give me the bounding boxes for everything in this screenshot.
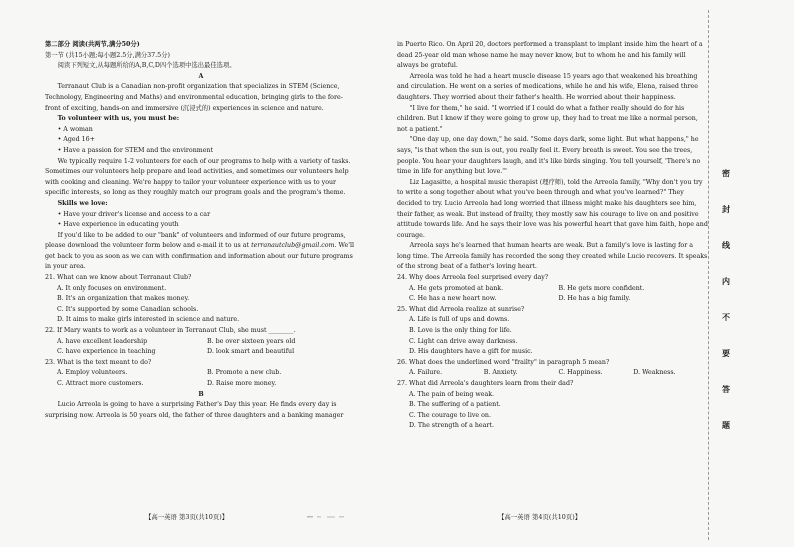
question-27: 27. What did Arreola's daughters learn from their dad? xyxy=(397,380,574,387)
option: B. It's an organization that makes money. xyxy=(57,295,190,303)
option: A. The pain of being weak. xyxy=(409,390,495,398)
passage-b-paragraph-4: "One day up, one day down," he said. "Some days dark, some light. But what happens," he says, "is that when the sun is out, you really feel it. Every breath is sweet. You see the trees, people. You hear your daughters laugh, and it's like birds singing. You tell yourself, 'There's no time in life for anything but love.'" xyxy=(397,136,701,176)
option: C. It's supported by some Canadian schools. xyxy=(57,305,199,313)
skill-item: • Have experience in educating youth xyxy=(57,221,179,229)
question-25: 25. What did Arreola realize at sunrise? xyxy=(397,305,525,313)
passage-b-paragraph-1-continued: in Puerto Rico. On April 20, doctors performed a transplant to implant inside him the heart of a dead 25-year old man whose name he may never know, but to whom he and his family will always be grateful. xyxy=(397,41,703,70)
passage-b-paragraph-2: Arreola was told he had a heart muscle disease 15 years ago that weakened his breathing and circulation. He went on a series of medications, while he and his wife, Elena, raised three daughters. They worried about their father's health. He worried about their happiness. xyxy=(397,72,698,101)
passage-a-paragraph-2: We typically require 1-2 volunteers for each of our programs to help with a variety of tasks. Sometimes our volunteers help prepare and lead activities, and sometimes our volunteers help with cooking and cleaning. We're happy to tailor your volunteer experience with us to your specific interests, so long as they roughly match our program goals and the program's theme. xyxy=(45,157,351,197)
option: D. Weakness. xyxy=(633,369,676,377)
seal-char: 要 xyxy=(722,348,730,358)
seal-char: 密 xyxy=(722,168,730,178)
option: B. Anxiety. xyxy=(483,369,518,377)
option: C. Attract more customers. xyxy=(57,380,144,387)
passage-b-paragraph-1: Lucio Arreola is going to have a surprising Father's Day this year. He finds every day is surprising now. Arreola is 50 years old, the father of three daughters and a banking manager xyxy=(45,401,344,419)
seal-line-divider xyxy=(708,10,709,540)
question-21: 21. What can we know about Terranaut Club? xyxy=(45,274,192,282)
option: A. He gets promoted at bank. xyxy=(409,284,504,292)
page-footer-left: 【高一英语 第3页(共10页)】 xyxy=(145,513,229,521)
option: B. He gets more confident. xyxy=(558,284,645,292)
seal-char: 线 xyxy=(722,240,730,250)
question-26: 26. What does the underlined word "frailty" in paragraph 5 mean? xyxy=(397,358,610,366)
option-row xyxy=(45,379,357,390)
option: C. have experience in teaching xyxy=(57,348,156,356)
part-header: 第二部分 阅读(共两节,满分50分) xyxy=(45,41,140,48)
passage-a-label: A xyxy=(198,72,204,80)
option-row xyxy=(397,368,708,379)
option-row xyxy=(45,368,357,379)
option: D. It aims to make girls interested in science and nature. xyxy=(57,316,240,324)
requirement-item: • Have a passion for STEM and the environment xyxy=(57,146,214,154)
passage-a-paragraph-3 xyxy=(45,231,357,273)
skill-item: • Have your driver's license and access to a car xyxy=(57,210,211,218)
option: A. Employ volunteers. xyxy=(57,369,128,377)
email-address: terranautclub@gmail.com xyxy=(251,242,335,250)
option: A. Failure. xyxy=(409,369,443,377)
option: D. look smart and beautiful xyxy=(207,348,295,356)
option: C. Happiness. xyxy=(558,369,603,377)
seal-char: 题 xyxy=(722,420,730,430)
instruction: 阅读下列短文,从每题所给的A,B,C,D四个选项中选出最佳选项。 xyxy=(57,62,236,70)
question-23: 23. What is the text meant to do? xyxy=(45,358,152,366)
option: D. The strength of a heart. xyxy=(409,422,494,430)
page-footer-right: 【高一英语 第4页(共10页)】 xyxy=(498,513,582,521)
paragraph-text: . We'll get back to you as soon as we can with confirmation and information about our future programs in your area. xyxy=(45,242,354,271)
passage-a-paragraph-1: Terranaut Club is a Canadian non-profit organization that specializes in STEM (Science, Technology, Engineering and Maths) and environmental education, bringing girls to the fore-front of exciting, hands-on and immersive (沉浸式的) experiences in science and nature. xyxy=(45,83,343,112)
option: D. Raise more money. xyxy=(207,380,277,387)
left-column xyxy=(45,40,357,421)
seal-char: 答 xyxy=(722,384,730,394)
question-24: 24. Why does Arreola feel surprised every day? xyxy=(397,274,549,282)
option: A. have excellent leadership xyxy=(57,337,148,345)
seal-char: 不 xyxy=(722,312,730,322)
passage-b-paragraph-5: Liz Lagasitte, a hospital music therapist (理疗师), told the Arreola family, "Why don't you try to write a song together about what you've been through and what you've learned?" They decided to try. Lucio Arreola had long worried that illness might make his daughters see him, their father, as weak. But instead of frailty, they mostly saw his courage to live on and positive attitude towards life. And he says their love was his powerful heart that gave him faith, hope and courage. xyxy=(397,178,708,239)
right-column xyxy=(397,40,708,432)
option: B. Love is the only thing for life. xyxy=(409,327,512,335)
section-header: 第一节 (共15小题;每小题2.5分,满分37.5分) xyxy=(45,51,170,59)
requirement-item: • A woman xyxy=(57,125,93,133)
option: A. It only focuses on environment. xyxy=(57,284,167,292)
passage-b-paragraph-6: Arreola says he's learned that human hearts are weak. But a family's love is lasting for a long time. The Arreola family has recorded the song they created while Lucio recovers. It speaks of the strong beat of a father's loving heart. xyxy=(397,242,708,271)
option: A. Life is full of ups and downs. xyxy=(409,316,510,324)
option: B. Promote a new club. xyxy=(207,369,282,377)
option: C. The courage to live on. xyxy=(409,411,491,419)
question-22: 22. If Mary wants to work as a volunteer in Terranaut Club, she must ________. xyxy=(45,327,296,335)
seal-char: 内 xyxy=(722,276,730,286)
option-row xyxy=(45,347,357,358)
option-row xyxy=(45,337,357,348)
option: D. He has a big family. xyxy=(558,295,631,303)
paragraph-text: If you'd like to be added to our "bank" of volunteers and informed of our future programs, please download the volunteer form below and e-mail it to us at xyxy=(45,231,346,250)
passage-a-requirements-heading: To volunteer with us, you must be: xyxy=(57,115,180,123)
option: B. The suffering of a patient. xyxy=(409,401,501,409)
passage-b-paragraph-3: "I live for them," he said. "I worried if I could do what a father really should do for his children. But I knew if they were going to grow up, they had to treat me like a normal person, not a patient." xyxy=(397,104,698,133)
option: D. His daughters have a gift for music. xyxy=(409,348,533,356)
seal-char: 封 xyxy=(722,204,730,214)
option-row xyxy=(397,284,708,295)
option: C. He has a new heart now. xyxy=(409,295,497,303)
option: B. be over sixteen years old xyxy=(207,337,296,345)
option: C. Light can drive away darkness. xyxy=(409,337,518,345)
scan-smudge xyxy=(305,514,355,520)
requirement-item: • Aged 16+ xyxy=(57,136,95,144)
passage-b-label: B xyxy=(198,390,204,398)
passage-a-skills-heading: Skills we love: xyxy=(57,199,108,207)
option-row xyxy=(397,294,708,305)
